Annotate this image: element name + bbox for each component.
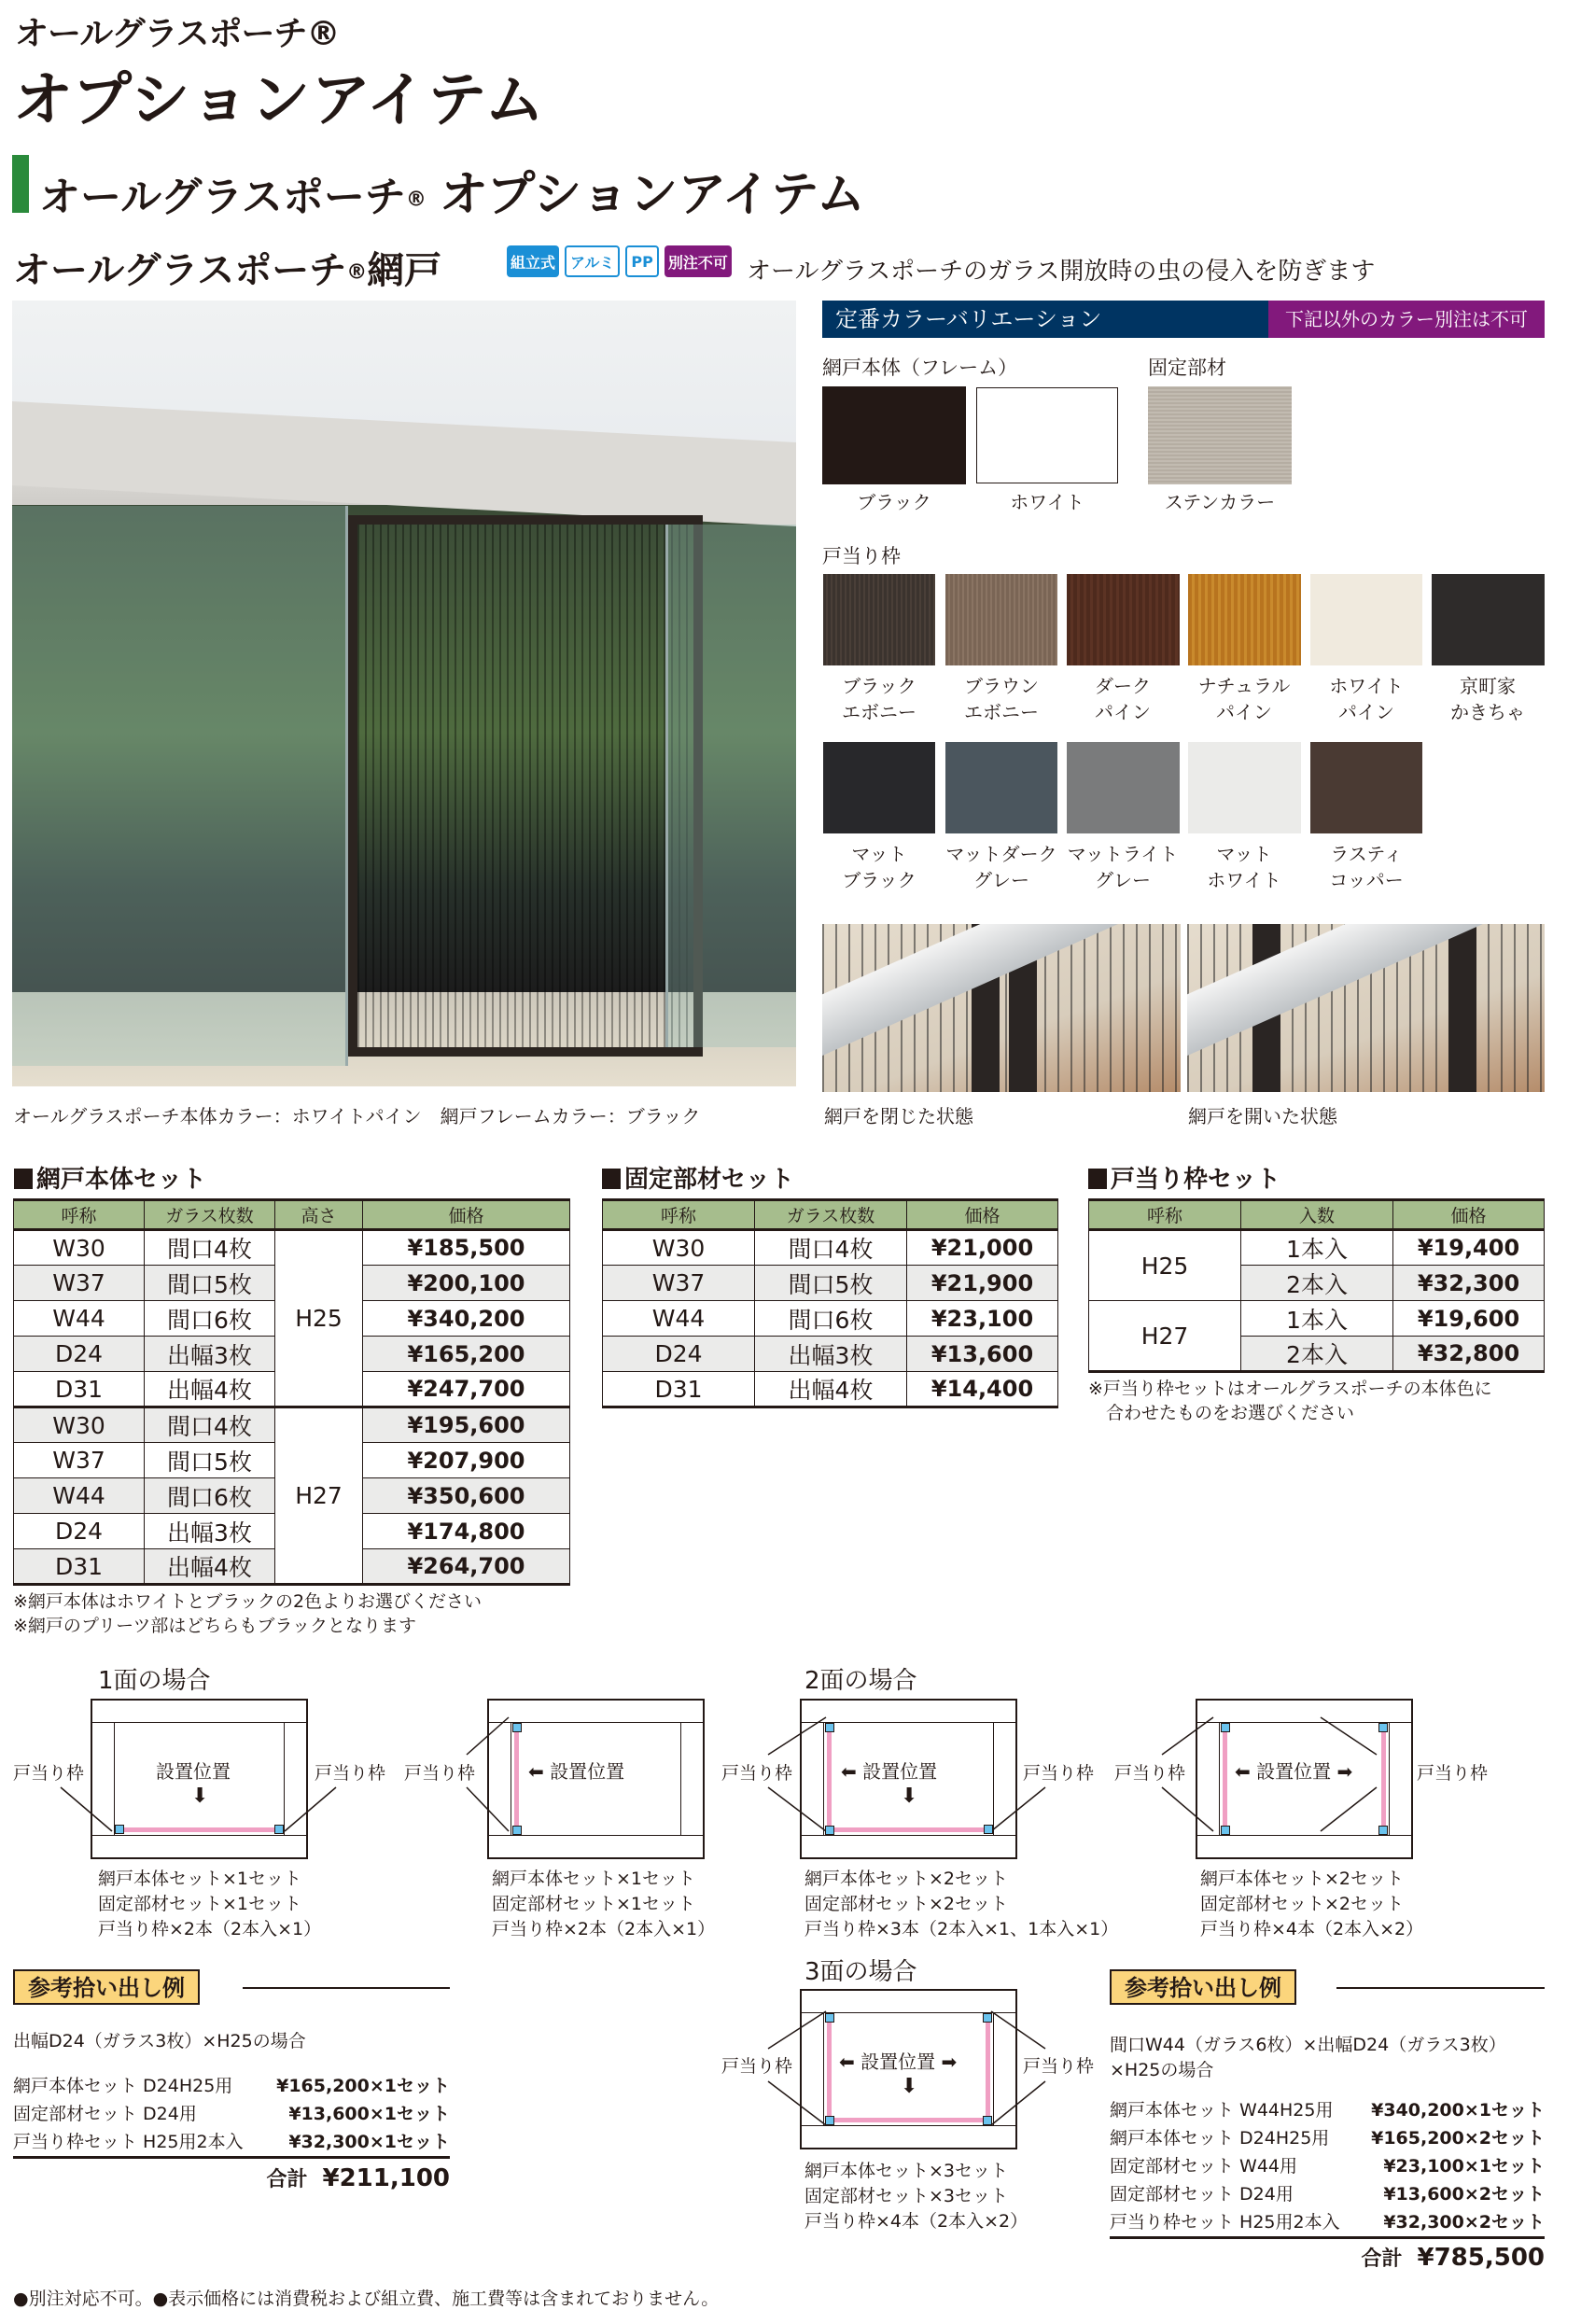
stop-node-icon: [983, 2116, 992, 2125]
stop-label: 戸当り枠: [721, 2056, 793, 2077]
detail-caption-open: 網戸を開いた状態: [1188, 1105, 1337, 1127]
install-position-label: 設置位置: [156, 1760, 231, 1783]
table-row: D24 出幅3枚 ¥174,800: [14, 1514, 570, 1549]
col-header: ガラス枚数: [145, 1200, 275, 1230]
install-line: [1223, 1729, 1227, 1829]
section-title-brand: オールグラスポーチ: [39, 174, 406, 221]
arrow-down-icon: ⬇: [191, 1785, 209, 1808]
table-row: H27 1本入 ¥19,600: [1089, 1301, 1545, 1337]
example1-heading: 参考拾い出し例: [13, 1969, 200, 2005]
height-cell: H25: [275, 1230, 363, 1407]
section-title-main: オプションアイテム: [439, 167, 865, 223]
stop-node-icon: [1378, 1826, 1388, 1835]
diagram-one-face-side-parts: 網戸本体セット×1セット 固定部材セット×1セット 戸当り枠×2本（2本入×1）: [492, 1869, 716, 1939]
example2-total: 合計 ¥785,500: [1361, 2244, 1545, 2272]
stop-node-icon: [1221, 1826, 1230, 1835]
install-line: [827, 1729, 832, 1829]
arrow-down-icon: ⬇: [901, 2075, 918, 2098]
footer-note: ●別注対応不可。●表示価格には消費税および組立費、施工費等は含まれておりません。: [13, 2289, 720, 2309]
stop-node-icon: [984, 1825, 993, 1834]
table-stop-title: 戸当り枠セット: [1088, 1160, 1280, 1195]
swatch-label: ブラック エボニー: [842, 675, 916, 723]
col-header: 呼称: [1089, 1200, 1241, 1230]
stop-node-icon: [825, 1723, 834, 1732]
table-fixing-title: 固定部材セット: [602, 1160, 794, 1195]
example2-item: 網戸本体セット W44H25用 ¥340,200×1セット: [1110, 2100, 1545, 2121]
table-main-title: 網戸本体セット: [14, 1160, 206, 1195]
diagram-three-face-parts: 網戸本体セット×3セット 固定部材セット×3セット 戸当り枠×4本（2本入×2）: [804, 2161, 1028, 2232]
stop-label: 戸当り枠: [404, 1763, 476, 1784]
col-header: 呼称: [14, 1200, 145, 1230]
height-cell: H27: [275, 1407, 363, 1585]
arrow-down-icon: ⬇: [901, 1785, 918, 1808]
example2-case: 間口W44（ガラス6枚）×出幅D24（ガラス3枚） ×H25の場合: [1110, 2035, 1506, 2080]
registered-mark-icon: ®: [346, 260, 368, 285]
product-title-brand: オールグラスポーチ: [13, 249, 347, 292]
install-line: [514, 1729, 519, 1829]
example1-case: 出幅D24（ガラス3枚）×H25の場合: [13, 2031, 306, 2051]
install-position-label: ⬅ 設置位置 ➡: [839, 2051, 958, 2073]
badge-no-custom: 別注不可: [665, 245, 732, 277]
diagram-one-face-title: 1面の場合: [98, 1667, 211, 1695]
table-row: W37 間口5枚 ¥21,900: [603, 1266, 1058, 1301]
stop-label: 戸当り枠: [1114, 1763, 1186, 1784]
install-line: [827, 2019, 832, 2120]
table-row: W30 間口4枚 H25 ¥185,500: [14, 1230, 570, 1266]
table-row: D31 出幅4枚 ¥264,700: [14, 1549, 570, 1585]
total-rule: [13, 2156, 450, 2159]
divider: [1336, 1987, 1545, 1989]
swatch-label: ホワイト パイン: [1329, 675, 1404, 723]
badge-pp: PP: [625, 245, 658, 277]
stop-label: 戸当り枠: [1023, 1763, 1095, 1784]
photo-caption: オールグラスポーチ本体カラー：ホワイトパイン 網戸フレームカラー：ブラック: [13, 1105, 701, 1127]
table-row: D31 出幅4枚 ¥247,700: [14, 1372, 570, 1407]
swatch-label: ホワイト: [1010, 491, 1084, 513]
install-line: [986, 2019, 990, 2120]
diagram-three-face: [800, 1989, 1017, 2149]
stop-color-label: 戸当り枠: [822, 545, 901, 567]
swatch-label: 京町家 かきちゃ: [1450, 675, 1525, 723]
table-main-notes: ※網戸本体はホワイトとブラックの2色よりお選びください ※網戸のプリーツ部はどちらもブラックとなります: [13, 1591, 483, 1636]
table-row: D24 出幅3枚 ¥165,200: [14, 1337, 570, 1372]
table-row: D24 出幅3枚 ¥13,600: [603, 1337, 1058, 1372]
table-row: H25 1本入 ¥19,400: [1089, 1230, 1545, 1266]
swatch-label: ラスティ コッパー: [1329, 843, 1404, 891]
table-row: W44 間口6枚 ¥23,100: [603, 1301, 1058, 1337]
diagram-two-face-title: 2面の場合: [804, 1667, 917, 1695]
example1-total: 合計 ¥211,100: [266, 2164, 450, 2192]
banner-note: 下記以外のカラー別注は不可: [1268, 301, 1545, 338]
fixing-color-label: 固定部材: [1148, 357, 1226, 379]
example2-item: 網戸本体セット D24H25用 ¥165,200×2セット: [1110, 2128, 1545, 2149]
example2-heading: 参考拾い出し例: [1110, 1969, 1296, 2005]
table-row: 2本入 ¥32,300: [1089, 1266, 1545, 1301]
swatch-label: ダーク パイン: [1095, 675, 1151, 723]
table-row: 2本入 ¥32,800: [1089, 1337, 1545, 1372]
example1-item: 網戸本体セット D24H25用 ¥165,200×1セット: [13, 2076, 450, 2096]
swatch-label: マットライト グレー: [1067, 843, 1179, 891]
diagram-one-face-side: [487, 1699, 705, 1859]
example2-item: 固定部材セット D24用 ¥13,600×2セット: [1110, 2184, 1545, 2205]
install-line: [1381, 1729, 1386, 1829]
install-line: [830, 1827, 987, 1832]
stop-label: 戸当り枠: [1417, 1763, 1489, 1784]
example2-item: 固定部材セット W44用 ¥23,100×1セット: [1110, 2156, 1545, 2177]
badge-aluminum: アルミ: [565, 245, 620, 277]
page-title: オプションアイテム: [13, 66, 546, 135]
table-row: W30 間口4枚 ¥21,000: [603, 1230, 1058, 1266]
col-header: ガラス枚数: [755, 1200, 907, 1230]
col-header: 価格: [363, 1200, 570, 1230]
table-row: W37 間口5枚 ¥207,900: [14, 1443, 570, 1478]
frame-color-label: 網戸本体（フレーム）: [822, 357, 1018, 379]
stop-label: 戸当り枠: [13, 1763, 85, 1784]
stop-node-icon: [1378, 1723, 1388, 1732]
table-row: D31 出幅4枚 ¥14,400: [603, 1372, 1058, 1407]
table-row: W44 間口6枚 ¥340,200: [14, 1301, 570, 1337]
stop-node-icon: [1221, 1723, 1230, 1732]
stop-node-icon: [983, 2013, 992, 2023]
col-header: 入数: [1241, 1200, 1393, 1230]
table-stop-notes: ※戸当り枠セットはオールグラスポーチの本体色に 合わせたものをお選びください: [1088, 1379, 1492, 1423]
diagram-two-face-sides: [1196, 1699, 1413, 1859]
banner-title: 定番カラーバリエーション: [822, 301, 1268, 338]
diagram-three-face-title: 3面の場合: [804, 1958, 917, 1986]
install-position-label: ⬅ 設置位置: [528, 1760, 625, 1783]
swatch-label: マット ホワイト: [1207, 843, 1281, 891]
product-title-name: 網戸: [367, 249, 442, 292]
install-position-label: ⬅ 設置位置 ➡: [1235, 1760, 1353, 1783]
col-header: 価格: [1393, 1200, 1545, 1230]
stop-node-icon: [825, 1826, 834, 1835]
install-position-label: ⬅ 設置位置: [841, 1760, 938, 1783]
col-header: 呼称: [603, 1200, 755, 1230]
stop-label: 戸当り枠: [1023, 2056, 1095, 2077]
diagram-two-face-corner-parts: 網戸本体セット×2セット 固定部材セット×2セット 戸当り枠×3本（2本入×1、1本入×1）: [804, 1869, 1119, 1939]
col-header: 高さ: [275, 1200, 363, 1230]
stop-name-cell: H25: [1089, 1230, 1241, 1301]
badge-assembly: 組立式: [507, 245, 559, 277]
table-row: W30 間口4枚 H27 ¥195,600: [14, 1407, 570, 1443]
registered-mark-icon: ®: [405, 188, 427, 212]
stop-node-icon: [825, 2013, 834, 2023]
install-line: [830, 2118, 987, 2122]
divider: [243, 1987, 450, 1989]
stop-node-icon: [825, 2116, 834, 2125]
stop-label: 戸当り枠: [721, 1763, 793, 1784]
swatch-label: ブラック: [857, 491, 931, 513]
example1-item: 戸当り枠セット H25用2本入 ¥32,300×1セット: [13, 2132, 450, 2152]
example1-item: 固定部材セット D24用 ¥13,600×1セット: [13, 2104, 450, 2124]
swatch-label: マット ブラック: [842, 843, 916, 891]
diagram-one-face-parts: 網戸本体セット×1セット 固定部材セット×1セット 戸当り枠×2本（2本入×1）: [98, 1869, 322, 1939]
swatch-label: ブラウン エボニー: [964, 675, 1039, 723]
swatch-label: マットダーク グレー: [945, 843, 1057, 891]
swatch-label: ステンカラー: [1164, 491, 1276, 513]
detail-caption-closed: 網戸を閉じた状態: [824, 1105, 973, 1127]
stop-label: 戸当り枠: [315, 1763, 386, 1784]
stop-name-cell: H27: [1089, 1301, 1241, 1372]
stop-node-icon: [512, 1723, 522, 1732]
table-row: W37 間口5枚 ¥200,100: [14, 1266, 570, 1301]
diagram-two-face-sides-parts: 網戸本体セット×2セット 固定部材セット×2セット 戸当り枠×4本（2本入×2）: [1200, 1869, 1424, 1939]
table-row: W44 間口6枚 ¥350,600: [14, 1478, 570, 1514]
stop-node-icon: [512, 1826, 522, 1835]
example2-item: 戸当り枠セット H25用2本入 ¥32,300×2セット: [1110, 2212, 1545, 2233]
brand-label: オールグラスポーチ®: [15, 15, 340, 53]
col-header: 価格: [907, 1200, 1058, 1230]
total-rule: [1110, 2236, 1545, 2239]
diagram-two-face-corner: [800, 1699, 1017, 1859]
swatch-label: ナチュラル パイン: [1197, 675, 1291, 723]
product-tagline: オールグラスポーチのガラス開放時の虫の侵入を防ぎます: [747, 258, 1376, 286]
